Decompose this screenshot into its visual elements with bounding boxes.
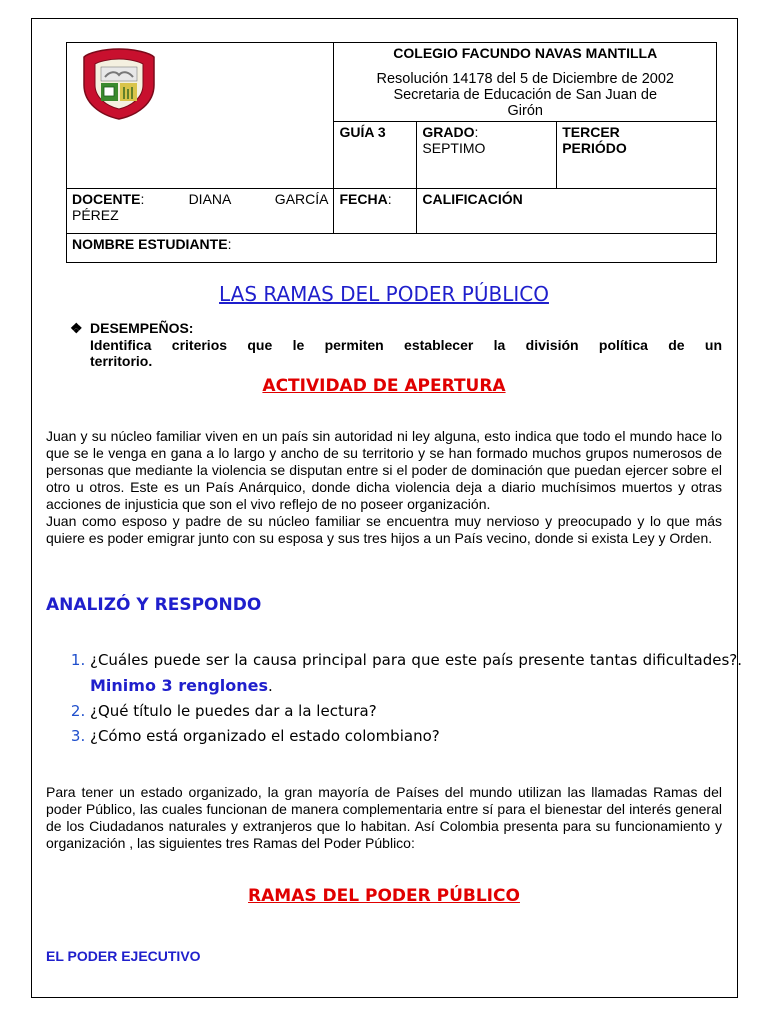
grado-value: SEPTIMO — [422, 140, 486, 156]
question-1-text: ¿Cuáles puede ser la causa principal para que este país presente tantas dificultades?. — [90, 651, 742, 669]
fecha-label: FECHA — [339, 191, 388, 207]
desempenos-line-1: Identifica criterios que le permiten establecer la división política de un — [90, 337, 722, 353]
paragraph-2-text: Juan como esposo y padre de su núcleo familiar se encuentra muy nervioso y preocupado y lo que más quiere es poder emigrar junto con su esposa y sus tres hijos a un País vecino, donde si exista Ley y Orden. — [46, 513, 722, 546]
page-title-text: LAS RAMAS DEL PODER PÚBLICO — [219, 282, 549, 306]
question-1: 1. ¿Cuáles puede ser la causa principal para que este país presente tantas dificultades?. Minimo 3 renglones. — [90, 648, 742, 699]
docente-name-line-2: PÉREZ — [72, 207, 119, 223]
docente-name-line-1: : DIANA GARCÍA — [140, 191, 329, 207]
paragraph-3: Para tener un estado organizado, la gran mayoría de Países del mundo utilizan las llamadas Ramas del poder Público, las cuales funcionan de manera complementaria entre sí para el bienestar del interés general de los Ciudadanos naturales y extranjeros que lo habitan. Así Colombia presenta para su funcionamiento y organización , las siguientes tres Ramas del Poder Público: — [46, 784, 722, 851]
desempenos-label: DESEMPEÑOS: — [90, 320, 194, 336]
school-info-cell — [334, 43, 717, 122]
paragraph-1 — [46, 428, 722, 547]
docente-cell — [67, 189, 334, 234]
periodo-line-2: PERIÓDO — [562, 140, 627, 156]
diamond-bullet-icon: ❖ — [70, 320, 83, 336]
poder-ejecutivo-heading: EL PODER EJECUTIVO — [46, 948, 201, 964]
school-crest-logo-icon — [80, 47, 158, 121]
docente-label: DOCENTE — [72, 191, 141, 207]
resolution-line-2: Secretaria de Educación de San Juan de Girón — [393, 87, 658, 119]
actividad-title: ACTIVIDAD DE APERTURA — [262, 376, 506, 396]
grado-label: GRADO — [422, 124, 475, 140]
desempenos-line-2: territorio. — [90, 353, 153, 369]
header-table — [66, 42, 717, 263]
estudiante-cell[interactable]: NOMBRE ESTUDIANTE: — [67, 234, 717, 263]
guia-cell: GUÍA 3 — [334, 122, 417, 189]
logo-cell — [67, 43, 334, 189]
desempenos-section — [70, 320, 722, 369]
analizo-title: ANALIZÓ Y RESPONDO — [46, 595, 262, 615]
questions-list — [70, 648, 742, 749]
grado-cell: GRADO: SEPTIMO — [417, 122, 557, 189]
question-3 — [90, 724, 742, 749]
question-2 — [90, 699, 742, 724]
question-2-text: ¿Qué título le puedes dar a la lectura? — [90, 702, 377, 720]
question-3-text: ¿Cómo está organizado el estado colombiano? — [90, 727, 440, 745]
ramas-title: RAMAS DEL PODER PÚBLICO — [248, 886, 520, 906]
page-title — [0, 282, 768, 306]
paragraph-1-text: Juan y su núcleo familiar viven en un país sin autoridad ni ley alguna, esto indica que todo el mundo hace lo que se le venga en gana a lo largo y ancho de su territorio y se han formado muchos grupos numerosos de personas que mediante la violencia se disputan entre si el poder de dominación que puedan ejercer sobre el otro u otros. Este es un País Anárquico, donde dicha violencia deja a diario muchísimos muertos y otras acciones de injusticia que son el vivo reflejo de no poseer organización. — [46, 428, 722, 512]
resolution-line-1: Resolución 14178 del 5 de Diciembre de 2002 — [376, 71, 674, 87]
periodo-line-1: TERCER — [562, 124, 620, 140]
fecha-cell: FECHA: — [334, 189, 417, 234]
school-name: COLEGIO FACUNDO NAVAS MANTILLA — [393, 45, 658, 61]
question-1-emphasis: Minimo 3 renglones — [90, 676, 269, 695]
periodo-cell — [557, 122, 717, 189]
calificacion-cell: CALIFICACIÓN — [417, 189, 717, 234]
estudiante-label: NOMBRE ESTUDIANTE — [72, 236, 228, 252]
